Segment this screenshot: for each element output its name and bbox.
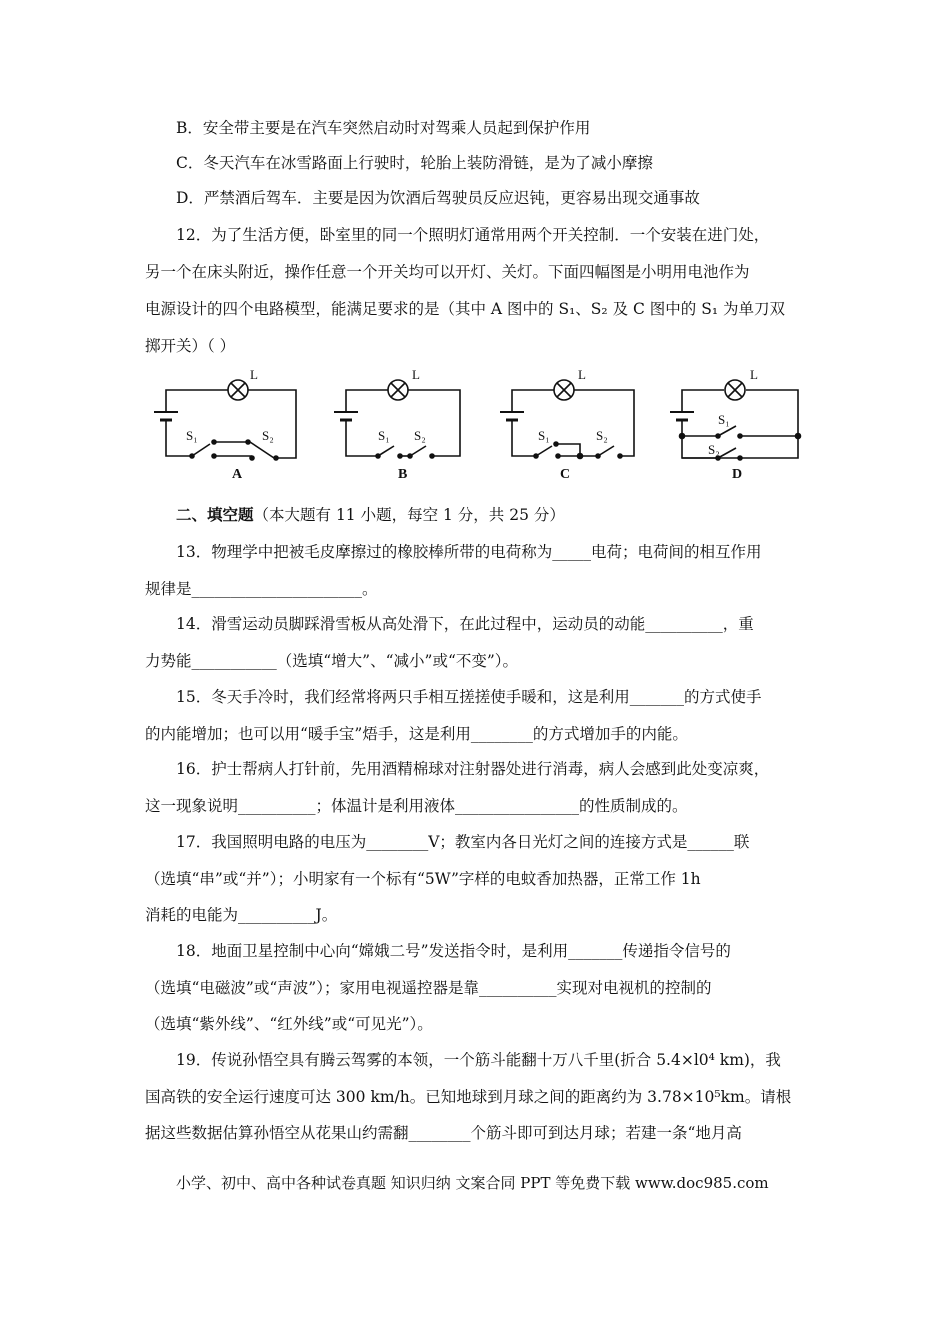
section-heading (176, 505, 565, 525)
circuit-label: D (732, 467, 743, 482)
circuit-label: B (398, 467, 408, 482)
circuit-d (666, 368, 816, 486)
option-b: B．安全带主要是在汽车突然启动时对驾乘人员起到保护作用 (176, 119, 591, 137)
q12-line-3: 电源设计的四个电路模型，能满足要求的是（其中 A 图中的 S₁、S₂ 及 C 图中的 S₁ 为单刀双 (145, 300, 785, 318)
s2-label: S₂ (596, 428, 608, 443)
s1-label: S₁ (538, 428, 550, 443)
q17-line-2: （选填“串”或“并”）；小明家有一个标有“5W”字样的电蚊香加热器，正常工作 1h (145, 870, 701, 888)
circuit-b (330, 368, 470, 486)
s2-label: S₂ (262, 428, 274, 443)
q16-line-1: 16．护士帮病人打针前，先用酒精棉球对注射器处进行消毒，病人会感到此处变凉爽， (176, 760, 770, 778)
s2-label: S₂ (708, 442, 720, 457)
section-note: （本大题有 11 小题，每空 1 分，共 25 分） (253, 506, 565, 524)
q18-line-3: （选填“紫外线”、“红外线”或“可见光”）。 (145, 1015, 433, 1033)
lamp-label: L (578, 368, 586, 382)
circuit-label: C (560, 467, 571, 482)
q14-line-2: 力势能___________（选填“增大”、“减小”或“不变”）。 (145, 652, 519, 670)
q15-line-1: 15．冬天手冷时，我们经常将两只手相互搓搓使手暖和，这是利用_______的方式使手 (176, 688, 762, 706)
lamp-label: L (250, 368, 258, 382)
circuit-a (150, 368, 310, 486)
q15-line-2: 的内能增加；也可以用“暖手宝”焐手，这是利用________的方式增加手的内能。 (145, 725, 688, 743)
q19-line-3: 据这些数据估算孙悟空从花果山约需翻________个筋斗即可到达月球；若建一条“地月高 (145, 1124, 742, 1142)
lamp-label: L (412, 368, 420, 382)
q12-line-2: 另一个在床头附近，操作任意一个开关均可以开灯、关灯。下面四幅图是小明用电池作为 (145, 263, 750, 281)
footer-text: 小学、初中、高中各种试卷真题 知识归纳 文案合同 PPT 等免费下载 www.doc985.com (176, 1174, 769, 1192)
section-title: 二、填空题 (176, 505, 254, 524)
s1-label: S₁ (378, 428, 390, 443)
q19-line-1: 19．传说孙悟空具有腾云驾雾的本领，一个筋斗能翻十万八千里(折合 5.4×l0⁴ km)，我 (176, 1051, 781, 1069)
q13-line-2: 规律是______________________。 (145, 580, 378, 598)
option-d: D．严禁酒后驾车．主要是因为饮酒后驾驶员反应迟钝，更容易出现交通事故 (176, 189, 700, 207)
q17-line-3: 消耗的电能为__________J。 (145, 906, 338, 924)
lamp-label: L (750, 368, 758, 382)
q12-line-4: 掷开关）（ ） (145, 337, 236, 355)
q14-line-1: 14．滑雪运动员脚踩滑雪板从高处滑下，在此过程中，运动员的动能__________，重 (176, 615, 754, 633)
q16-line-2: 这一现象说明__________；体温计是利用液体________________的性质制成的。 (145, 797, 688, 815)
q18-line-1: 18．地面卫星控制中心向“嫦娥二号”发送指令时，是利用_______传递指令信号的 (176, 942, 731, 960)
s1-label: S₁ (718, 412, 730, 427)
q18-line-2: （选填“电磁波”或“声波”）；家用电视遥控器是靠__________实现对电视机的控制的 (145, 979, 712, 997)
circuit-label: A (232, 467, 243, 482)
s1-label: S₁ (186, 428, 198, 443)
option-c: C．冬天汽车在冰雪路面上行驶时，轮胎上装防滑链，是为了减小摩擦 (176, 154, 653, 172)
circuit-c (496, 368, 646, 486)
q13-line-1: 13．物理学中把被毛皮摩擦过的橡胶棒所带的电荷称为_____电荷；电荷间的相互作用 (176, 543, 762, 561)
q12-line-1: 12．为了生活方便，卧室里的同一个照明灯通常用两个开关控制．一个安装在进门处， (176, 226, 770, 244)
q17-line-1: 17．我国照明电路的电压为________V；教室内各日光灯之间的连接方式是______联 (176, 833, 750, 851)
s2-label: S₂ (414, 428, 426, 443)
q19-line-2: 国高铁的安全运行速度可达 300 km/h。已知地球到月球之间的距离约为 3.78×10⁵km。请根 (145, 1088, 792, 1106)
